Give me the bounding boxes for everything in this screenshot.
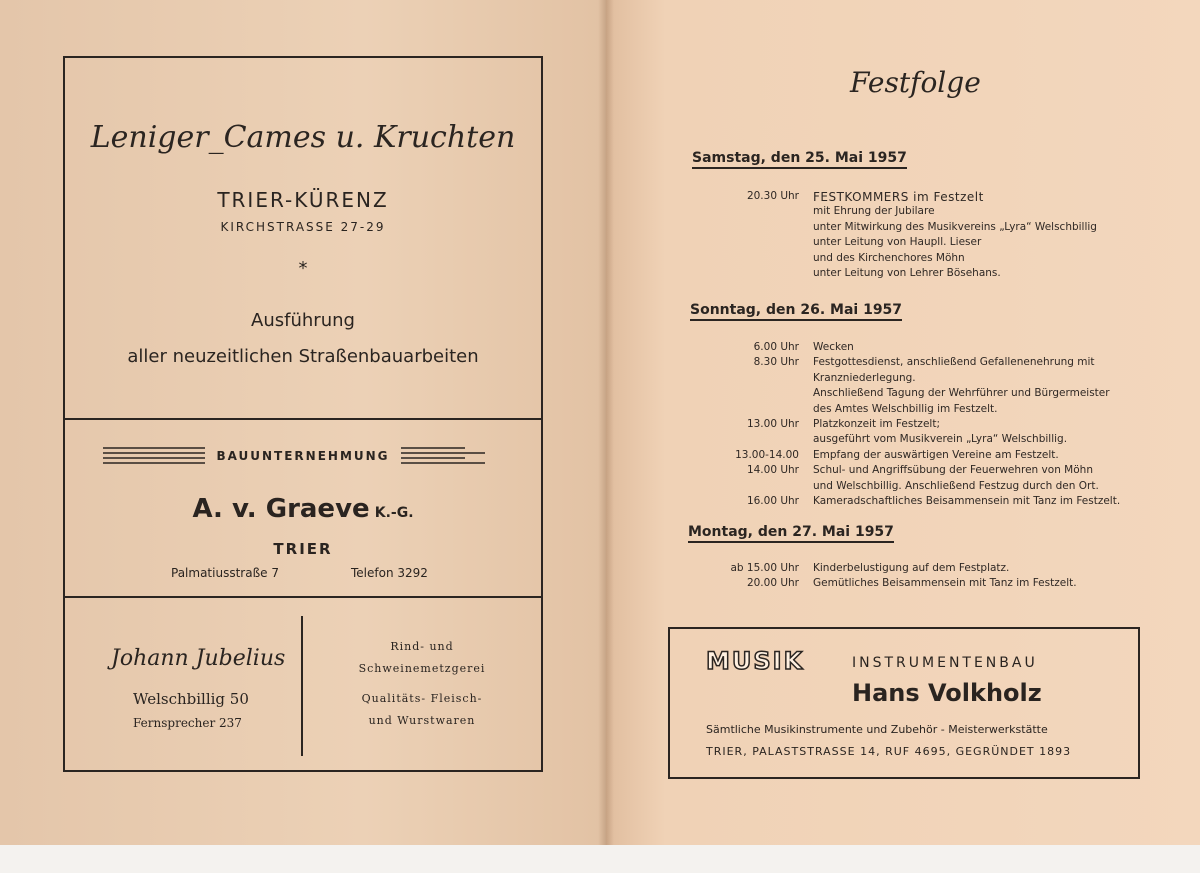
ad1-separator: * — [298, 258, 308, 279]
event-text: Schul- und Angriffsübung der Feuerwehren von Möhn — [813, 464, 1093, 477]
ad-leniger-cames — [65, 58, 541, 420]
event-time: 13.00-14.00 — [735, 448, 799, 461]
ad-graeve — [65, 420, 541, 598]
musik-trade: INSTRUMENTENBAU — [852, 655, 1038, 671]
event-text: und Welschbillig. Anschließend Festzug durch den Ort. — [813, 479, 1099, 492]
event-time: 6.00 Uhr — [753, 341, 799, 353]
event-text: Empfang der auswärtigen Vereine am Festzelt. — [813, 448, 1059, 461]
event-text: und des Kirchenchores Möhn — [813, 251, 965, 264]
ad1-line2: aller neuzeitlichen Straßenbauarbeiten — [127, 346, 479, 367]
event-text: des Amtes Welschbillig im Festzelt. — [813, 402, 998, 415]
ad2-company — [65, 494, 541, 524]
ad2-street: Palmatiusstraße 7 — [171, 566, 279, 580]
ad1-line1: Ausführung — [251, 310, 355, 331]
musik-line2: TRIER, PALASTSTRASSE 14, RUF 4695, GEGRÜNDET 1893 — [706, 745, 1072, 758]
binding-gutter — [598, 0, 614, 845]
musik-word: MUSIK — [706, 647, 805, 675]
day-heading: Montag, den 27. Mai 1957 — [688, 524, 894, 543]
event-text: Kinderbelustigung auf dem Festplatz. — [813, 562, 1010, 574]
ad3-trade1: Rind- und — [390, 640, 454, 653]
event-text: Festgottesdienst, anschließend Gefallenenehrung mit — [813, 356, 1095, 369]
event-text: Kranzniederlegung. — [813, 371, 916, 384]
ad3-trade3: Qualitäts- Fleisch- — [361, 692, 483, 705]
event-time: 16.00 Uhr — [746, 495, 799, 507]
musik-owner: Hans Volkholz — [852, 679, 1042, 707]
ad1-street: KIRCHSTRASSE 27-29 — [220, 220, 386, 234]
ad3-name: Johann Jubelius — [111, 646, 286, 671]
ad2-company-suffix: K.-G. — [374, 505, 414, 521]
ad-volkholz — [668, 627, 1140, 779]
event-text: Wecken — [813, 341, 854, 353]
ad2-phone: Telefon 3292 — [351, 566, 428, 580]
event-text: mit Ehrung der Jubilare — [813, 205, 935, 218]
event-time: 8.30 Uhr — [753, 356, 799, 369]
ad3-trade4: und Wurstwaren — [368, 714, 476, 727]
ad3-phone: Fernsprecher 237 — [133, 716, 242, 730]
event-text: Platzkonzeit im Festzelt; — [813, 418, 940, 430]
ad1-company: Leniger_Cames u. Kruchten — [90, 120, 516, 155]
event-time: 20.00 Uhr — [746, 577, 799, 590]
event-text: FESTKOMMERS im Festzelt — [813, 190, 984, 204]
ad3-address: Welschbillig 50 — [133, 690, 249, 708]
ad1-city: TRIER-KÜRENZ — [217, 188, 389, 212]
event-text: Kameradschaftliches Beisammensein mit Tanz im Festzelt. — [813, 495, 1121, 507]
festfolge-title: Festfolge — [850, 66, 981, 99]
ads-frame — [63, 56, 543, 772]
ad2-banner: BAUUNTERNEHMUNG — [216, 449, 390, 463]
event-time: 14.00 Uhr — [746, 464, 799, 477]
scan-background — [0, 845, 1200, 873]
musik-line1: Sämtliche Musikinstrumente und Zubehör - Meisterwerkstätte — [706, 723, 1048, 736]
ad2-city: TRIER — [273, 540, 333, 558]
ad2-company-main: A. v. Graeve — [192, 494, 370, 524]
event-text: ausgeführt vom Musikverein „Lyra“ Welschbillig. — [813, 433, 1068, 446]
ad-jubelius — [65, 598, 541, 770]
event-time: 20.30 Uhr — [746, 190, 799, 202]
event-text: Anschließend Tagung der Wehrführer und Bürgermeister — [813, 387, 1110, 400]
event-time: ab 15.00 Uhr — [730, 562, 799, 574]
day-heading: Samstag, den 25. Mai 1957 — [692, 150, 907, 169]
event-text: unter Leitung von Lehrer Bösehans. — [813, 267, 1001, 279]
event-text: unter Mitwirkung des Musikvereins „Lyra“ Welschbillig — [813, 220, 1097, 233]
day-heading: Sonntag, den 26. Mai 1957 — [690, 302, 902, 321]
ad3-trade2: Schweinemetzgerei — [358, 662, 486, 675]
event-text: Gemütliches Beisammensein mit Tanz im Festzelt. — [813, 577, 1077, 590]
event-text: unter Leitung von Haupll. Lieser — [813, 236, 982, 249]
event-time: 13.00 Uhr — [746, 418, 799, 430]
ad3-divider — [301, 616, 303, 756]
